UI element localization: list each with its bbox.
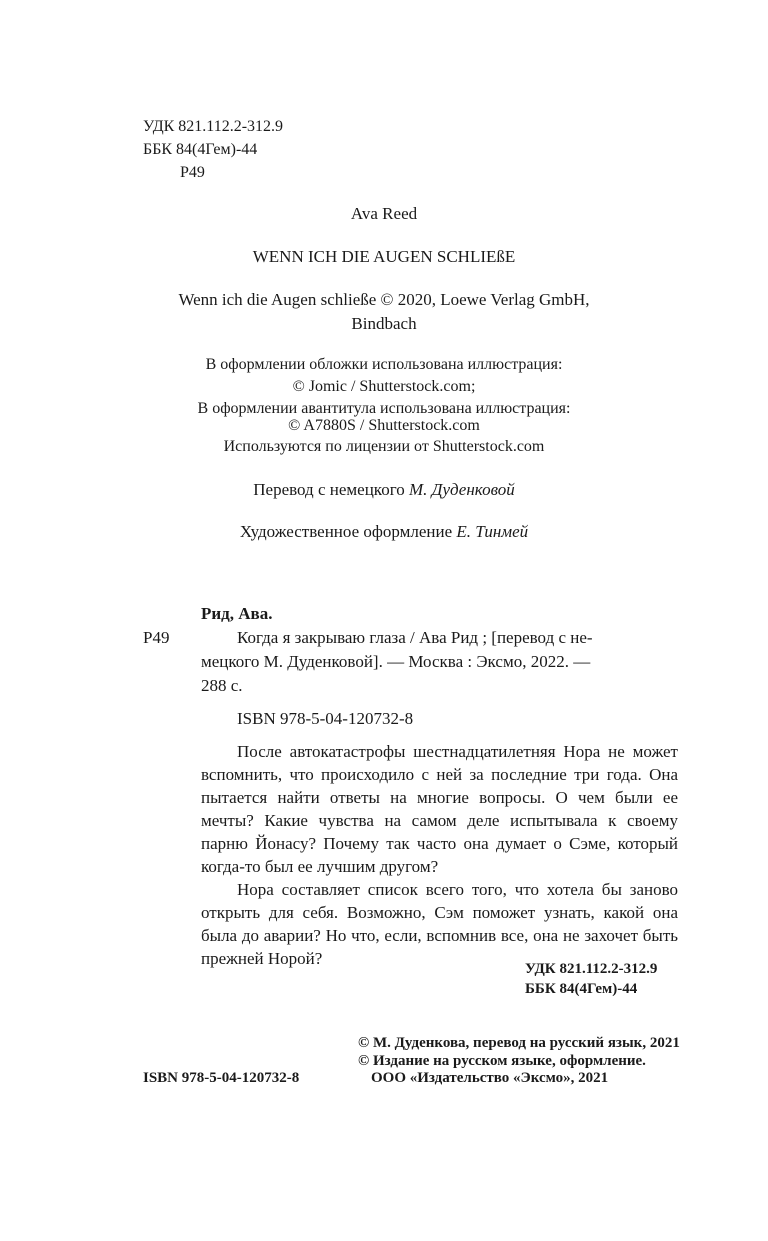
copyright-translation: © М. Дуденкова, перевод на русский язык, 2021	[358, 1035, 680, 1051]
catalog-isbn: ISBN 978-5-04-120732-8	[237, 709, 414, 728]
publisher: ООО «Издательство «Эксмо», 2021	[371, 1070, 609, 1086]
translator-name: М. Дуденковой	[409, 480, 515, 499]
imprint-isbn: ISBN 978-5-04-120732-8	[143, 1070, 300, 1086]
design-prefix: Художественное оформление	[239, 522, 457, 541]
udk-code: УДК 821.112.2-312.9	[143, 118, 284, 135]
bbk-code: ББК 84(4Гем)-44	[143, 141, 258, 158]
catalog-entry-line1: Когда я закрываю глаза / Ава Рид ; [перевод с не-	[237, 628, 593, 647]
illustration-credit-line: © A7880S / Shutterstock.com	[288, 417, 480, 434]
catalog-entry-line3: 288 с.	[201, 676, 243, 695]
illustration-credit-line: © Jomic / Shutterstock.com;	[292, 378, 476, 395]
annotation-paragraph: После автокатастрофы шестнадцатилетняя Нора не может вспомнить, что происходило с ней за последние три года. Она пытается найти ответы на многие вопросы. О чем были ее мечты? Какие чувства на самом деле испытывала к своему парню Йонасу? Почему так часто она думает о Сэме, который когда-то был ее лучшим другом?	[201, 742, 678, 876]
annotation-paragraph: Нора составляет список всего того, что хотела бы заново открыть для себя. Возможно, Сэм поможет узнать, какой она была до аварии? Но что, если, вспомнив все, она не захочет быть прежней Норой?	[201, 880, 678, 968]
translation-prefix: Перевод с немецкого	[253, 480, 409, 499]
author-sign-code: Р49	[180, 164, 205, 181]
original-title: WENN ICH DIE AUGEN SCHLIEßE	[252, 247, 516, 266]
catalog-entry-line2: мецкого М. Дуденковой]. — Москва : Эксмо, 2022. —	[201, 652, 591, 671]
catalog-author-heading: Рид, Ава.	[201, 604, 273, 623]
original-author: Ava Reed	[350, 204, 418, 223]
illustration-credit-line: Используются по лицензии от Shutterstock.com	[223, 438, 545, 455]
copyright-edition: © Издание на русском языке, оформление.	[358, 1053, 646, 1069]
translation-credit	[0, 480, 768, 500]
annotation	[201, 740, 678, 970]
catalog-code: Р49	[143, 628, 170, 647]
original-copyright-line1: Wenn ich die Augen schließe © 2020, Loewe Verlag GmbH,	[178, 290, 590, 309]
footer-udk-code: УДК 821.112.2-312.9	[525, 961, 658, 977]
footer-bbk-code: ББК 84(4Гем)-44	[525, 981, 638, 997]
design-credit	[0, 522, 768, 542]
original-copyright-line2: Bindbach	[351, 314, 417, 333]
illustration-credit-line: В оформлении обложки использована иллюстрация:	[205, 356, 563, 373]
designer-name: Е. Тинмей	[456, 522, 529, 541]
illustration-credit-line: В оформлении авантитула использована иллюстрация:	[197, 400, 571, 417]
